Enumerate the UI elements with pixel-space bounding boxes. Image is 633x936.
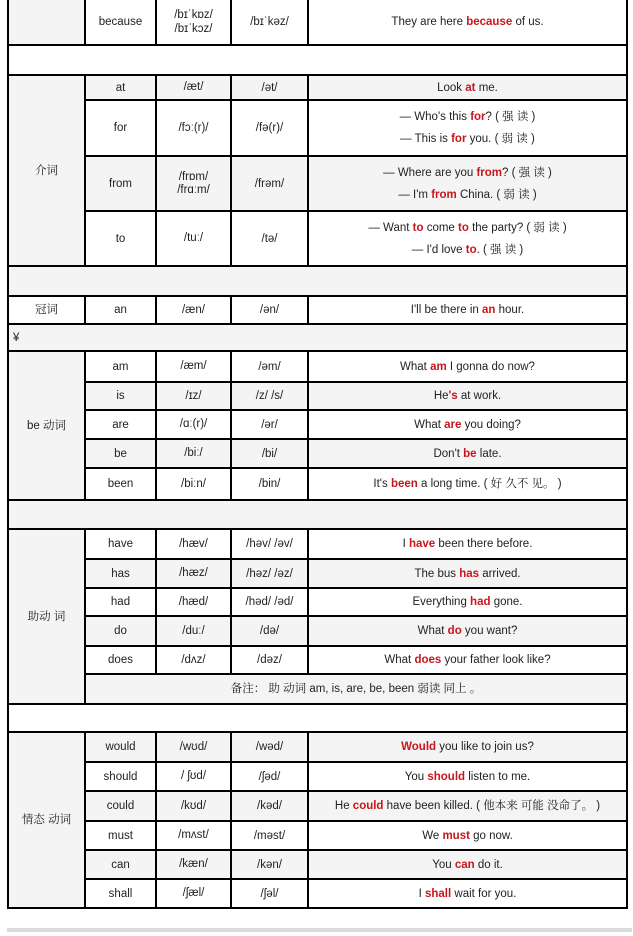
highlight-word: for: [470, 111, 486, 123]
example-text: . ( 强 读 ): [476, 243, 524, 256]
separator-row: [8, 45, 627, 75]
strong-form-cell: [156, 879, 231, 908]
strong-form: /kʊd/: [180, 799, 207, 812]
highlight-word: am: [430, 360, 447, 373]
strong-form: /frɑːm/: [177, 183, 210, 196]
example-text: — This is: [400, 133, 452, 145]
example-text: The bus: [414, 567, 460, 580]
example-text: have been killed. ( 他本来 可能 没命了。 ): [383, 800, 601, 812]
table-row: [8, 559, 627, 588]
table-row: [8, 468, 627, 500]
strong-form: /wʊd/: [179, 740, 208, 753]
example-text: do it.: [474, 858, 503, 871]
example-line: [311, 740, 624, 754]
word-cell: have: [85, 529, 156, 559]
example-line: [311, 162, 624, 184]
word-cell: are: [85, 410, 156, 439]
example-line: [311, 653, 624, 667]
strong-form: /tuː/: [183, 232, 204, 244]
example-line: [311, 128, 624, 150]
weak-form-cell: /həz/ /əz/: [231, 559, 308, 588]
table-row: [8, 616, 627, 646]
strong-form: /hæd/: [178, 595, 209, 608]
table-row: [8, 529, 627, 559]
example-cell: [308, 762, 627, 791]
example-text: You: [404, 770, 428, 783]
highlight-word: at: [465, 81, 476, 94]
highlight-word: must: [442, 829, 470, 842]
example-cell: [308, 529, 627, 559]
strong-form: /bɪˈkɔz/: [174, 23, 213, 35]
strong-form-cell: [156, 211, 231, 266]
highlight-word: shall: [424, 887, 452, 900]
strong-form-cell: [156, 821, 231, 850]
highlight-word: for: [451, 133, 467, 145]
weak-form-cell: /bi/: [231, 439, 308, 468]
separator-row: [8, 266, 627, 296]
example-text: listen to me.: [465, 770, 531, 783]
example-text: you. ( 弱 读 ): [466, 133, 535, 145]
example-text: What: [384, 654, 415, 666]
example-text: me.: [475, 81, 498, 94]
example-line: [311, 624, 624, 638]
table-row: [8, 791, 627, 821]
example-text: — I'd love: [411, 243, 466, 256]
example-cell: [308, 0, 627, 45]
example-text: — Want: [368, 221, 413, 234]
example-line: [311, 81, 624, 95]
word-cell: at: [85, 75, 156, 100]
example-text: It's: [373, 478, 391, 490]
weak-form-cell: /kəd/: [231, 791, 308, 821]
example-line: [311, 537, 624, 551]
strong-form: /dʌz/: [181, 653, 206, 666]
weak-form-cell: /də/: [231, 616, 308, 646]
example-line: [311, 858, 624, 872]
weak-form-cell: /həd/ /əd/: [231, 588, 308, 616]
word-cell: is: [85, 382, 156, 410]
weak-form-cell: /əm/: [231, 351, 308, 382]
example-text: wait for you.: [451, 887, 517, 900]
table-row: [8, 100, 627, 156]
example-text: China. ( 弱 读 ): [456, 188, 537, 201]
word-cell: for: [85, 100, 156, 156]
example-line: [311, 360, 624, 374]
example-cell: [308, 879, 627, 908]
strong-form: /hæv/: [179, 537, 208, 550]
example-line: [311, 303, 624, 317]
example-cell: [308, 732, 627, 762]
example-text: you want?: [461, 625, 518, 637]
separator-cell: [8, 266, 627, 296]
separator-cell: [8, 704, 627, 732]
weak-form-cell: /wəd/: [231, 732, 308, 762]
example-line: [311, 389, 624, 403]
highlight-word: have: [408, 538, 436, 550]
table-row: [8, 75, 627, 100]
strong-form: /mʌst/: [178, 829, 209, 841]
example-cell: [308, 296, 627, 324]
table-row: [8, 382, 627, 410]
word-cell: be: [85, 439, 156, 468]
example-text: — I'm: [398, 188, 432, 201]
example-cell: [308, 382, 627, 410]
example-text: You: [432, 858, 455, 871]
table-row: [8, 211, 627, 266]
example-text: He: [334, 800, 353, 812]
example-text: at work.: [457, 390, 502, 402]
word-cell: can: [85, 850, 156, 879]
weak-form-cell: /fə(r)/: [231, 100, 308, 156]
separator-cell: [8, 45, 627, 75]
weak-form-cell: /dəz/: [231, 646, 308, 674]
example-cell: [308, 75, 627, 100]
highlight-word: be: [463, 447, 477, 460]
table-row: [8, 588, 627, 616]
strong-form-cell: [156, 296, 231, 324]
example-line: [311, 567, 624, 581]
highlight-word: to: [458, 221, 469, 234]
category-cell: be 动词: [8, 351, 85, 500]
word-cell: been: [85, 468, 156, 500]
strong-form-cell: [156, 732, 231, 762]
example-text: Look: [437, 81, 466, 94]
word-cell: do: [85, 616, 156, 646]
strong-form: /kæn/: [179, 858, 208, 870]
example-text: been there before.: [435, 538, 533, 550]
strong-form: /biː/: [184, 447, 203, 459]
yen-row: [8, 324, 627, 351]
strong-form: /hæz/: [179, 567, 208, 579]
strong-form-cell: [156, 410, 231, 439]
separator-row: [8, 500, 627, 529]
example-text: Don't: [433, 447, 464, 460]
table-row: [8, 674, 627, 704]
example-text: They are here: [391, 16, 467, 28]
strong-form-cell: [156, 762, 231, 791]
word-cell: could: [85, 791, 156, 821]
table-row: [8, 762, 627, 791]
weak-form-cell: /ət/: [231, 75, 308, 100]
example-line: [311, 418, 624, 432]
example-cell: [308, 850, 627, 879]
highlight-word: Would: [401, 741, 437, 753]
word-cell: does: [85, 646, 156, 674]
example-text: I'll be there in: [410, 304, 483, 316]
word-cell: to: [85, 211, 156, 266]
table-row: [8, 850, 627, 879]
example-text: you doing?: [461, 418, 521, 431]
word-cell: shall: [85, 879, 156, 908]
highlight-word: to: [412, 221, 424, 234]
highlight-word: from: [476, 166, 503, 179]
example-text: We: [422, 829, 443, 842]
example-cell: [308, 616, 627, 646]
example-text: a long time. ( 好 久不 见。 ): [417, 478, 562, 490]
highlight-word: could: [352, 800, 384, 812]
example-text: What: [400, 360, 431, 373]
strong-form-cell: [156, 646, 231, 674]
example-text: — Who's this: [399, 111, 471, 123]
table-row: [8, 156, 627, 211]
example-text: What: [414, 418, 445, 431]
example-cell: [308, 791, 627, 821]
strong-form: /bɪˈkɒz/: [174, 9, 213, 21]
example-line: [311, 217, 624, 239]
highlight-word: do: [447, 625, 462, 637]
strong-form: /fɔː(r)/: [178, 121, 209, 134]
table-row: [8, 439, 627, 468]
weak-form-cell: /bin/: [231, 468, 308, 500]
strong-form-cell: [156, 351, 231, 382]
table-row: [8, 732, 627, 762]
example-text: hour.: [495, 304, 525, 316]
example-text: late.: [476, 447, 502, 460]
strong-form: /ɑː(r)/: [179, 418, 208, 430]
example-text: He: [433, 390, 449, 402]
strong-form-cell: [156, 468, 231, 500]
example-cell: [308, 559, 627, 588]
strong-form-cell: [156, 850, 231, 879]
strong-form-cell: [156, 156, 231, 211]
weak-form-cell: /kən/: [231, 850, 308, 879]
strong-form-cell: [156, 791, 231, 821]
word-cell: must: [85, 821, 156, 850]
category-cell: 助动 词: [8, 529, 85, 704]
highlight-word: does: [414, 654, 442, 666]
table-row: [8, 879, 627, 908]
example-cell: [308, 439, 627, 468]
example-cell: [308, 468, 627, 500]
example-cell: [308, 156, 627, 211]
highlight-word: should: [427, 770, 466, 783]
word-cell: because: [85, 0, 156, 45]
table-row: [8, 0, 627, 45]
strong-form-cell: [156, 382, 231, 410]
example-text: What: [417, 625, 448, 637]
example-text: the party? ( 弱 读 ): [468, 221, 567, 234]
example-cell: [308, 410, 627, 439]
example-line: [311, 770, 624, 784]
table-row: [8, 410, 627, 439]
example-text: arrived.: [479, 567, 521, 580]
separator-cell: [8, 500, 627, 529]
strong-form-cell: [156, 559, 231, 588]
weak-form-cell: /tə/: [231, 211, 308, 266]
strong-form-cell: [156, 588, 231, 616]
strong-form: /ʃæl/: [182, 887, 205, 899]
highlight-word: to: [465, 243, 477, 256]
table-row: [8, 646, 627, 674]
category-cell: 冠词: [8, 296, 85, 324]
highlight-word: because: [466, 16, 513, 28]
word-cell: an: [85, 296, 156, 324]
weak-form-cell: /həv/ /əv/: [231, 529, 308, 559]
highlight-word: 's: [448, 390, 458, 402]
example-text: ? ( 强 读 ): [485, 111, 536, 123]
example-line: [311, 106, 624, 128]
table-row: [8, 296, 627, 324]
example-line: [311, 799, 624, 813]
strong-form: /duː/: [182, 624, 205, 637]
category-cell: [8, 0, 85, 45]
word-cell: has: [85, 559, 156, 588]
strong-form: /æm/: [180, 360, 207, 372]
strong-form: /frɒm/: [178, 170, 209, 183]
example-cell: [308, 211, 627, 266]
example-text: your father look like?: [441, 654, 551, 666]
example-line: [311, 239, 624, 261]
weak-forms-table: [7, 0, 628, 909]
weak-form-cell: /ʃəd/: [231, 762, 308, 791]
example-text: I: [418, 887, 425, 900]
example-line: [311, 887, 624, 901]
example-text: — Where are you: [383, 166, 477, 179]
highlight-word: an: [482, 304, 496, 316]
example-cell: [308, 588, 627, 616]
example-cell: [308, 646, 627, 674]
example-cell: [308, 821, 627, 850]
example-text: come: [423, 221, 459, 234]
category-cell: 介词: [8, 75, 85, 266]
word-cell: would: [85, 732, 156, 762]
table-row: [8, 351, 627, 382]
page-shadow: [7, 928, 632, 932]
example-line: [311, 447, 624, 461]
example-text: Everything: [412, 596, 471, 608]
strong-form-cell: [156, 75, 231, 100]
example-text: go now.: [469, 829, 513, 842]
table-row: [8, 821, 627, 850]
example-line: [311, 11, 624, 33]
separator-row: [8, 704, 627, 732]
strong-form: /biːn/: [181, 477, 206, 490]
example-line: [311, 477, 624, 491]
word-cell: had: [85, 588, 156, 616]
yen-cell: ¥: [8, 324, 627, 351]
weak-form-cell: /ər/: [231, 410, 308, 439]
strong-form: /æn/: [181, 303, 205, 316]
weak-form-cell: /ən/: [231, 296, 308, 324]
strong-form-cell: [156, 529, 231, 559]
note-cell: 备注： 助 动词 am, is, are, be, been 弱读 同上 。: [85, 674, 627, 704]
highlight-word: been: [390, 478, 418, 490]
highlight-word: can: [454, 858, 475, 871]
example-cell: [308, 100, 627, 156]
highlight-word: from: [431, 188, 457, 201]
strong-form-cell: [156, 439, 231, 468]
example-line: [311, 595, 624, 609]
category-cell: 情态 动词: [8, 732, 85, 908]
weak-form-cell: /z/ /s/: [231, 382, 308, 410]
strong-form-cell: [156, 616, 231, 646]
weak-form-cell: /məst/: [231, 821, 308, 850]
example-text: gone.: [490, 596, 523, 608]
strong-form-cell: [156, 0, 231, 45]
example-cell: [308, 351, 627, 382]
weak-form-cell: /frəm/: [231, 156, 308, 211]
example-text: of us.: [512, 16, 544, 28]
weak-form-cell: /bɪˈkəz/: [231, 0, 308, 45]
highlight-word: has: [459, 567, 480, 580]
example-line: [311, 184, 624, 206]
highlight-word: are: [444, 418, 462, 431]
strong-form: /æt/: [183, 81, 204, 93]
example-text: you like to join us?: [436, 741, 534, 753]
word-cell: should: [85, 762, 156, 791]
strong-form-cell: [156, 100, 231, 156]
strong-form: /ɪz/: [185, 389, 202, 402]
example-line: [311, 829, 624, 843]
example-text: I: [402, 538, 409, 550]
highlight-word: had: [470, 596, 491, 608]
word-cell: am: [85, 351, 156, 382]
weak-form-cell: /ʃəl/: [231, 879, 308, 908]
word-cell: from: [85, 156, 156, 211]
example-text: I gonna do now?: [446, 360, 535, 373]
example-text: ? ( 强 读 ): [502, 166, 552, 179]
strong-form: / ʃʊd/: [180, 770, 207, 782]
